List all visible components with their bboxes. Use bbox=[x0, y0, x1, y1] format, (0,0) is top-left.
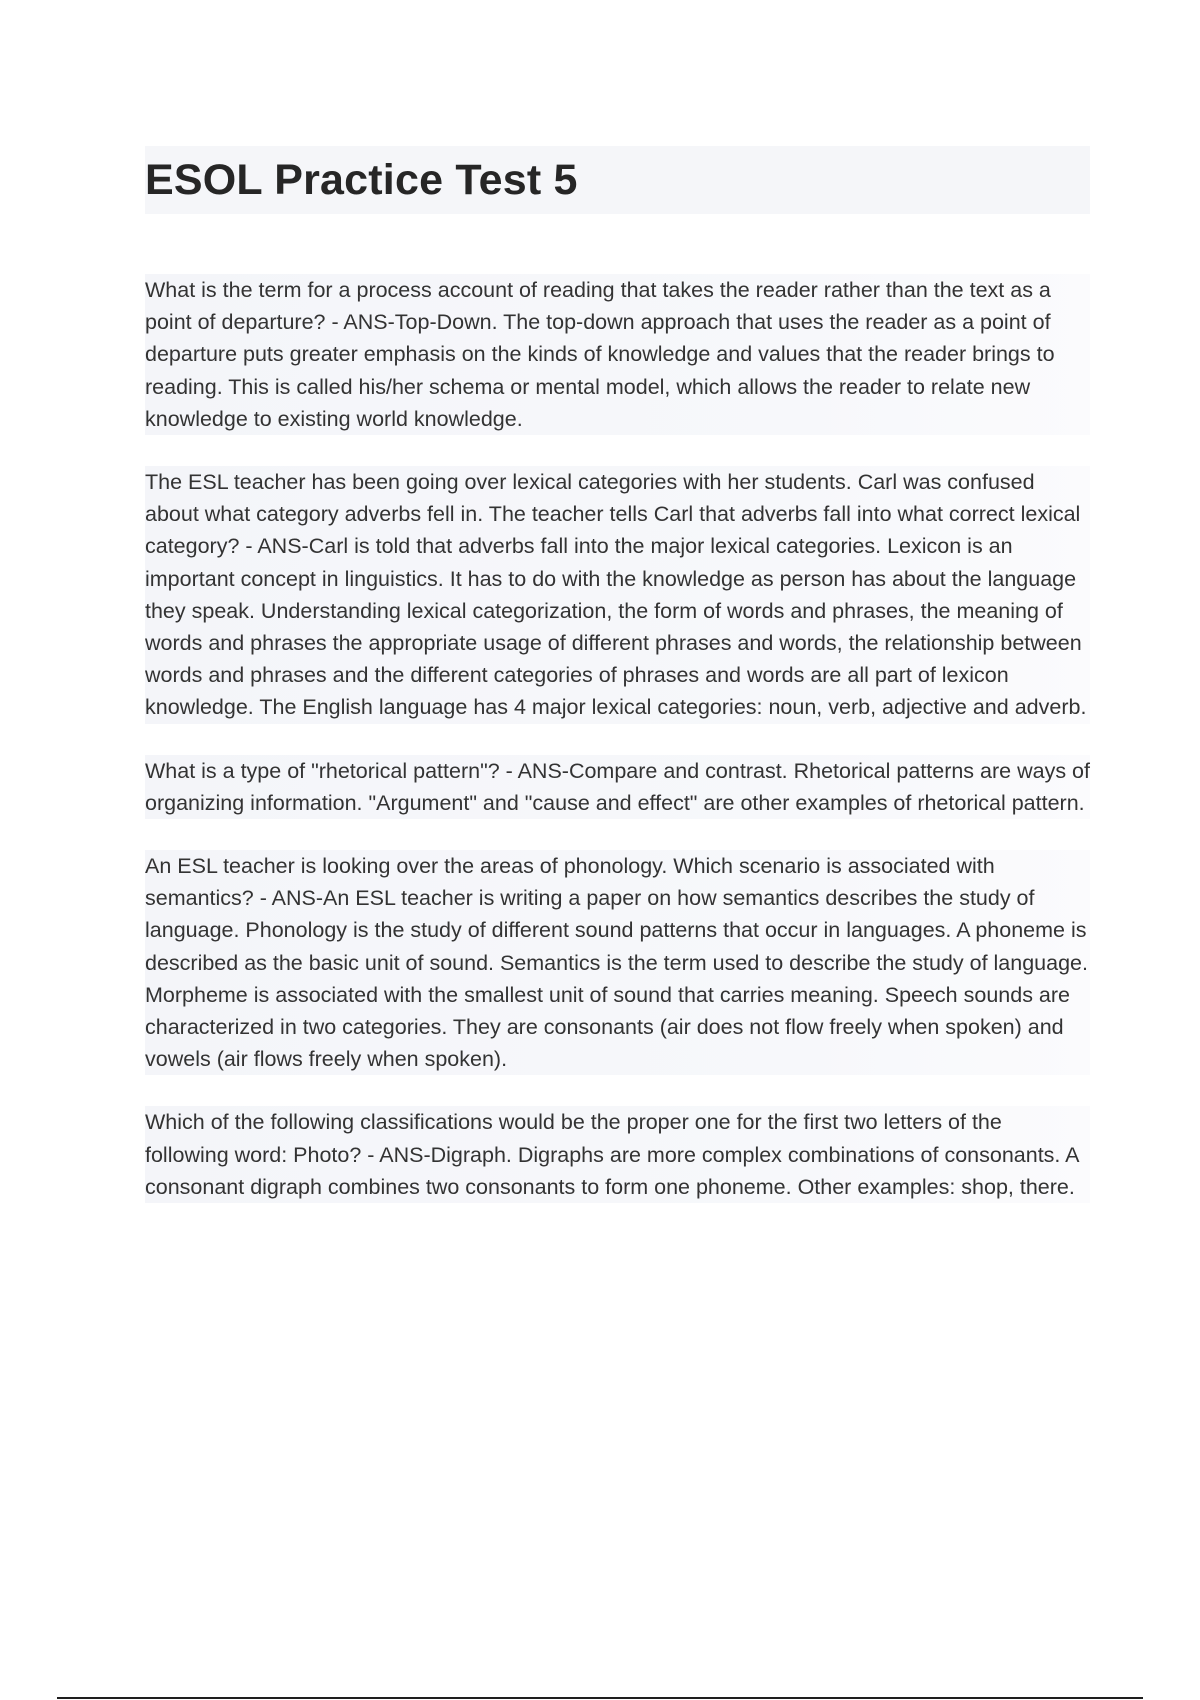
qa-entry: The ESL teacher has been going over lexical categories with her students. Carl was confused about what category adverbs fell in. The teacher tells Carl that adverbs fall into what correct lexical category? - ANS-Carl is told that adverbs fall into the major lexical categories. Lexicon is an important concept in linguistics. It has to do with the knowledge as person has about the language they speak. Understanding lexical categorization, the form of words and phrases, the meaning of words and phrases the appropriate usage of different phrases and words, the relationship between words and phrases and the different categories of phrases and words are all part of lexicon knowledge. The English language has 4 major lexical categories: noun, verb, adjective and adverb. bbox=[145, 466, 1090, 724]
qa-entry: Which of the following classifications would be the proper one for the first two letters of the following word: Photo? - ANS-Digraph. Digraphs are more complex combinations of consonants. A consonant digraph combines two consonants to form one phoneme. Other examples: shop, there. bbox=[145, 1106, 1090, 1203]
qa-entry: What is a type of "rhetorical pattern"? - ANS-Compare and contrast. Rhetorical patterns are ways of organizing information. "Argument" and "cause and effect" are other examples of rhetorical pattern. bbox=[145, 755, 1090, 819]
qa-entry: What is the term for a process account of reading that takes the reader rather than the text as a point of departure? - ANS-Top-Down. The top-down approach that uses the reader as a point of departure puts greater emphasis on the kinds of knowledge and values that the reader brings to reading. This is called his/her schema or mental model, which allows the reader to relate new knowledge to existing world knowledge. bbox=[145, 274, 1090, 435]
footer-divider bbox=[57, 1697, 1143, 1699]
page-title: ESOL Practice Test 5 bbox=[145, 155, 578, 204]
qa-entry: An ESL teacher is looking over the areas of phonology. Which scenario is associated with semantics? - ANS-An ESL teacher is writing a paper on how semantics describes the study of language. Phonology is the study of different sound patterns that occur in languages. A phoneme is described as the basic unit of sound. Semantics is the term used to describe the study of language. Morpheme is associated with the smallest unit of sound that carries meaning. Speech sounds are characterized in two categories. They are consonants (air does not flow freely when spoken) and vowels (air flows freely when spoken). bbox=[145, 850, 1090, 1075]
title-band bbox=[145, 146, 1090, 214]
qa-list bbox=[145, 274, 1090, 1234]
